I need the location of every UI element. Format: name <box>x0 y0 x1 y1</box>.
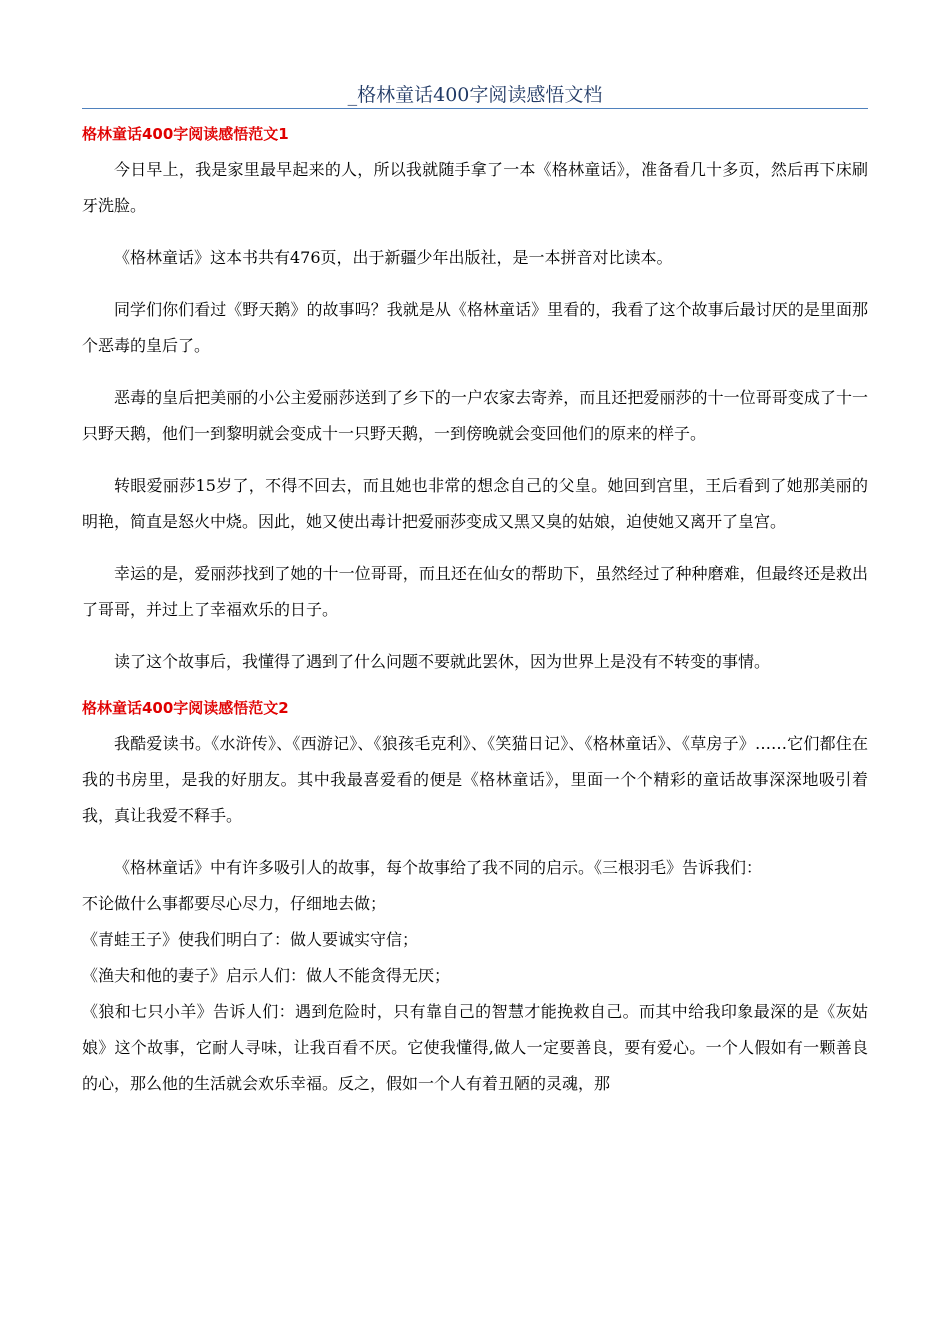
paragraph: 今日早上，我是家里最早起来的人，所以我就随手拿了一本《格林童话》，准备看几十多页，然后再下床刷牙洗脸。 <box>82 160 868 215</box>
paragraph: 同学们你们看过《野天鹅》的故事吗？我就是从《格林童话》里看的，我看了这个故事后最讨厌的是里面那个恶毒的皇后了。 <box>82 300 868 355</box>
paragraph: 我酷爱读书。《水浒传》、《西游记》、《狼孩毛克利》、《笑猫日记》、《格林童话》、《草房子》……它们都住在我的书房里，是我的好朋友。其中我最喜爱看的便是《格林童话》，里面一个个精彩的童话故事深深地吸引着我，真让我爱不释手。 <box>82 734 868 825</box>
paragraph: 《格林童话》这本书共有476页，出于新疆少年出版社，是一本拼音对比读本。 <box>114 248 673 267</box>
paragraph-line: 《渔夫和他的妻子》启示人们：做人不能贪得无厌； <box>82 966 451 985</box>
paragraph: 转眼爱丽莎15岁了，不得不回去，而且她也非常的想念自己的父皇。她回到宫里，王后看到了她那美丽的明艳，简直是怒火中烧。因此，她又使出毒计把爱丽莎变成又黑又臭的姑娘，迫使她又离开了皇宫。 <box>82 476 868 531</box>
paragraph-line: 《青蛙王子》使我们明白了：做人要诚实守信； <box>82 930 419 949</box>
paragraph: 读了这个故事后，我懂得了遇到了什么问题不要就此罢休，因为世界上是没有不转变的事情。 <box>114 652 771 671</box>
paragraph: 恶毒的皇后把美丽的小公主爱丽莎送到了乡下的一户农家去寄养，而且还把爱丽莎的十一位哥哥变成了十一只野天鹅，他们一到黎明就会变成十一只野天鹅，一到傍晚就会变回他们的原来的样子。 <box>82 388 868 443</box>
header-divider <box>82 108 868 109</box>
section-title-2: 格林童话400字阅读感悟范文2 <box>82 699 289 717</box>
document-body <box>82 122 868 1102</box>
paragraph-line: 《狼和七只小羊》告诉人们：遇到危险时，只有靠自己的智慧才能挽救自己。而其中给我印象最深的是《灰姑娘》这个故事，它耐人寻味，让我百看不厌。它使我懂得,做人一定要善良，要有爱心。一个人假如有一颗善良的心，那么他的生活就会欢乐幸福。反之，假如一个人有着丑陋的灵魂，那 <box>82 1002 868 1093</box>
paragraph-line: 《格林童话》中有许多吸引人的故事，每个故事给了我不同的启示。《三根羽毛》告诉我们： <box>114 858 763 877</box>
paragraph-line: 不论做什么事都要尽心尽力，仔细地去做； <box>82 894 387 913</box>
document-page <box>82 0 868 1344</box>
paragraph: 幸运的是，爱丽莎找到了她的十一位哥哥，而且还在仙女的帮助下，虽然经过了种种磨难，但最终还是救出了哥哥，并过上了幸福欢乐的日子。 <box>82 564 868 619</box>
document-header-title: _格林童话400字阅读感悟文档 <box>347 84 603 106</box>
section-title-1: 格林童话400字阅读感悟范文1 <box>82 125 289 143</box>
